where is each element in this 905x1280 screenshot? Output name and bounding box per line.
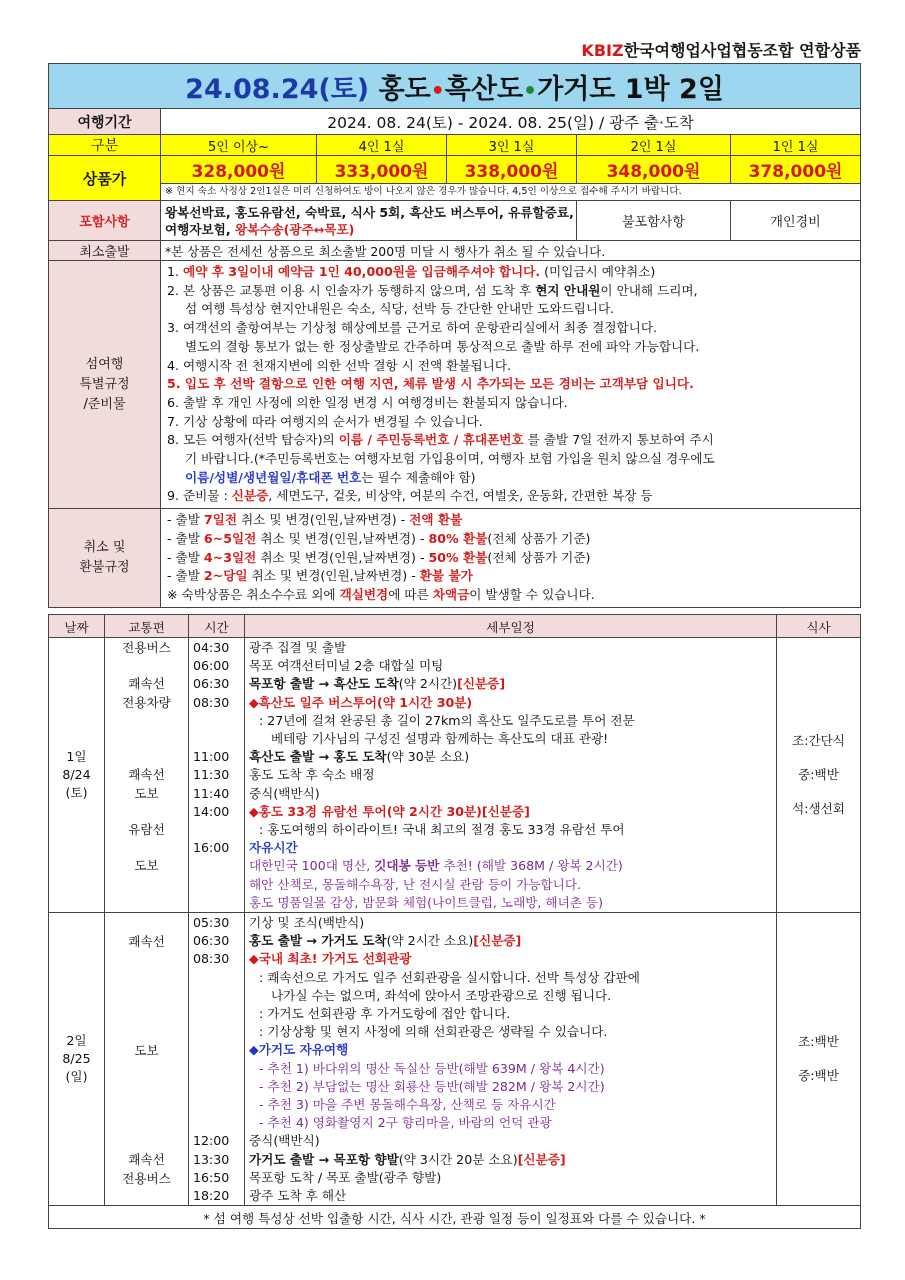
cancel-content: - 출발 7일전 취소 및 변경(인원,날짜변경) - 전액 환불 - 출발 6~5일전 취소 및 변경(인원,날짜변경) - 80% 환불(전체 상품가 기준) - 출발 4~3일전 취소 및 변경(인원,날짜변경) - 50% 환불(전체 상품가 기준) - 출발 2~당일 취소 및 변경(인원,날짜변경) - 환불 불가 ※ 숙박상품은 취소수수료 외에 객실변경에 따른 차액금이 발생할 수 있습니다. — [161, 509, 861, 608]
price-label: 상품가 — [49, 156, 161, 201]
cancel-highlight: 객실변경 — [339, 586, 389, 602]
price-header: 2인 1실 — [577, 135, 731, 156]
price-header: 3인 1실 — [447, 135, 577, 156]
exclude-value: 개인경비 — [731, 201, 861, 241]
minimum-label: 최소출발 — [49, 241, 161, 261]
include-label: 포함사항 — [49, 201, 161, 241]
title-sep: • — [430, 78, 445, 104]
brand-kbiz: KBIZ — [581, 41, 624, 60]
schedule-footer: * 섬 여행 특성상 선박 입출항 시간, 식사 시간, 관광 일정 등이 일정표와 다를 수 있습니다. * — [49, 1206, 861, 1229]
rule-highlight: 이름 / 주민등록번호 / 휴대폰번호 — [338, 432, 524, 448]
rule-text: 1. — [167, 264, 184, 279]
minimum-value: *본 상품은 전세선 상품으로 최소출발 200명 미달 시 행사가 취소 될 수 있습니다. — [161, 241, 861, 261]
rule-text: 를 출발 7일 전까지 통보하여 주시 — [523, 432, 714, 448]
rule-text: 9. 준비물 : — [167, 488, 232, 504]
title-date: 24.08.24(토) — [185, 73, 370, 105]
exclude-label: 불포함사항 — [577, 201, 731, 241]
rules-label-line: 특별규정 — [79, 376, 130, 392]
cancel-highlight: 80% 환불 — [428, 530, 488, 546]
price-header: 4인 1실 — [317, 135, 447, 156]
title-place2: 흑산도 — [444, 73, 524, 105]
day2-transport: 쾌속선 도보 쾌속선 전용버스 — [105, 913, 189, 1206]
price-header: 5인 이상~ — [161, 135, 317, 156]
cancel-label-line: 환불규정 — [79, 559, 130, 575]
price-header: 1인 1실 — [731, 135, 861, 156]
rule-highlight: 현지 안내원 — [535, 282, 601, 298]
brand-label — [581, 38, 861, 61]
rule-highlight: 이름/성별/생년월일/휴대폰 번호 — [185, 469, 362, 485]
price-value: 333,000원 — [317, 156, 447, 184]
header-date: 날짜 — [49, 615, 105, 638]
include-value — [161, 201, 577, 241]
rule-text: 7. 기상 상황에 따라 여행지의 순서가 변경될 수 있습니다. — [167, 413, 483, 429]
header-meal: 식사 — [777, 615, 861, 638]
title-place1: 홍도 — [378, 73, 431, 105]
rule-text: 섬 여행 특성상 현지안내원은 숙소, 식당, 선박 등 간단한 안내만 도와드립니다. — [185, 301, 615, 317]
day1-transport: 전용버스 쾌속선 전용차량 쾌속선 도보 유람선 도보 — [105, 638, 189, 913]
rule-text: 기 바랍니다.(*주민등록번호는 여행자보험 가입용이며, 여행자 보험 가입을 원치 않으실 경우에도 — [185, 451, 715, 467]
price-value: 328,000원 — [161, 156, 317, 184]
rule-text: 6. 출발 후 개인 사정에 의한 일정 변경 시 여행경비는 환불되지 않습니다. — [167, 394, 568, 410]
price-value: 338,000원 — [447, 156, 577, 184]
title-duration: 1박 2일 — [624, 73, 724, 105]
header-detail: 세부일정 — [245, 615, 777, 638]
cancel-highlight: 전액 환불 — [409, 512, 463, 528]
rules-label-line: 섬여행 — [85, 356, 124, 372]
day2-date: 2일 8/25 (일) — [49, 913, 105, 1206]
cancel-highlight: 7일전 — [203, 512, 237, 528]
day1-meals: 조:간단식 중:백반 석:생선회 — [777, 638, 861, 913]
rule-text: 이 안내해 드리며, — [600, 282, 698, 298]
rule-text: 3. 여객선의 출항여부는 기상청 해상예보를 근거로 하여 운항관리실에서 최종 결정합니다. — [167, 320, 658, 336]
rules-label-line: /준비물 — [83, 396, 126, 412]
rule-text: 는 필수 제출해야 함) — [361, 469, 476, 485]
day1-date: 1일 8/24 (토) — [49, 638, 105, 913]
cancel-highlight: 2~당일 — [203, 568, 248, 584]
header-time: 시간 — [189, 615, 245, 638]
cancel-highlight: 차액금 — [432, 586, 470, 602]
brand-text: 한국여행업사업협동조합 연합상품 — [623, 41, 861, 60]
price-value: 348,000원 — [577, 156, 731, 184]
title-sep: • — [523, 78, 538, 104]
rule-highlight: 신분증 — [231, 488, 269, 504]
rule-text: (미입금시 예약취소) — [540, 264, 656, 279]
day2-meals: 조:백반 중:백반 — [777, 913, 861, 1206]
include-transport: 왕복수송(광주↔목포) — [235, 221, 355, 237]
include-line: 여행자보험, — [165, 221, 235, 237]
rule-text: 2. 본 상품은 교통편 이용 시 인솔자가 동행하지 않으며, 섬 도착 후 — [167, 282, 536, 298]
day2-detail: 기상 및 조식(백반식) 홍도 출발 → 가거도 도착(약 2시간 소요)[신분증] ◆국내 최초! 가거도 선회관광 : 쾌속선으로 가거도 일주 선회관광을 실시합니다. 선박 특성상 갑판에 나가실 수는 없으며, 좌석에 앉아서 조망관광으로 진행 됩니다. : 가거도 선회관광 후 가거도항에 접안 합니다. : 기상상황 및 현지 사정에 의해 선회관광은 생략될 수 있습니다. ◆가거도 자유여행 - 추천 1) 바다위의 명산 독실산 등반(해발 639M / 왕복 4시간) - 추천 2) 부담없는 명산 회룡산 등반(해발 282M / 왕복 2시간) - 추천 3) 마을 주변 몽돌해수욕장, 산책로 등 자유시간 - 추천 4) 영화촬영지 2구 향리마을, 바람의 언덕 관광 중식(백반식) 가거도 출발 → 목포항 향발(약 3시간 20분 소요)[신분증] 목포항 도착 / 목포 출발(광주 향발) 광주 도착 후 해산 — [245, 913, 777, 1206]
day1-times: 04:30 06:00 06:30 08:30 11:00 11:30 11:40 14:00 16:00 — [189, 638, 245, 913]
page-title — [49, 64, 861, 109]
rule-text: 별도의 결항 통보가 없는 한 정상출발로 간주하며 통상적으로 출발 하루 전에 파악 가능합니다. — [185, 338, 700, 354]
rule-text: , 세면도구, 겉옷, 비상약, 여분의 수건, 여벌옷, 운동화, 간편한 복장 등 — [268, 488, 653, 504]
header-transport: 교통편 — [105, 615, 189, 638]
period-value: 2024. 08. 24(토) - 2024. 08. 25(일) / 광주 출·도착 — [161, 109, 861, 135]
cancel-highlight: 4~3일전 — [203, 549, 257, 565]
cancel-highlight: 환불 불가 — [419, 568, 473, 584]
rule-text: 4. 여행시작 전 천재지변에 의한 선박 결항 시 전액 환불됩니다. — [167, 357, 512, 373]
cancel-label-line: 취소 및 — [83, 539, 126, 555]
day1-detail: 광주 집결 및 출발 목포 여객선터미널 2층 대합실 미팅 목포항 출발 → 흑산도 도착(약 2시간)[신분증] ◆흑산도 일주 버스투어(약 1시간 30분) : 27년에 걸쳐 완공된 총 길이 27km의 흑산도 일주도로를 투어 전문 베테랑 기사님의 구성진 설명과 함께하는 흑산도의 대표 관광! 흑산도 출발 → 홍도 도착(약 30분 소요) 홍도 도착 후 숙소 배정 중식(백반식) ◆홍도 33경 유람선 투어(약 2시간 30분)[신분증] : 홍도여행의 하이라이트! 국내 최고의 절경 홍도 33경 유람선 투어 자유시간 대한민국 100대 명산, 깃대봉 등반 추천! (해발 368M / 왕복 2시간) 해안 산책로, 몽돌해수욕장, 난 전시실 관람 등이 가능합니다. 홍도 명품일몰 감상, 밤문화 체험(나이트클럽, 노래방, 해녀촌 등) — [245, 638, 777, 913]
rule-text: 8. 모든 여행자(선박 탑승자)의 — [167, 432, 339, 448]
price-value: 378,000원 — [731, 156, 861, 184]
cancel-label — [49, 509, 161, 608]
price-note: ※ 현지 숙소 사정상 2인1실은 미리 신청하여도 방이 나오지 않은 경우가 많습니다. 4,5인 이상으로 접수해 주시기 바랍니다. — [161, 184, 861, 201]
info-table — [48, 63, 861, 608]
period-label: 여행기간 — [49, 109, 161, 135]
include-line: 왕복선박료, 홍도유람선, 숙박료, 식사 5회, 흑산도 버스투어, 유류할증료, — [165, 204, 574, 220]
schedule-table — [48, 614, 861, 1229]
rule-highlight: 5. 입도 후 선박 결항으로 인한 여행 지연, 체류 발생 시 추가되는 모든 경비는 고객부담 입니다. — [167, 376, 694, 392]
rules-label — [49, 261, 161, 509]
rules-content — [161, 261, 861, 509]
rule-highlight: 예약 후 3일이내 예약금 1인 40,000원을 입금해주셔야 합니다. — [183, 264, 541, 279]
cancel-highlight: 6~5일전 — [203, 530, 257, 546]
day2-times: 05:30 06:30 08:30 12:00 13:30 16:50 18:20 — [189, 913, 245, 1206]
gubun-label: 구분 — [49, 135, 161, 156]
title-place3: 가거도 — [537, 73, 616, 105]
cancel-highlight: 50% 환불 — [428, 549, 488, 565]
